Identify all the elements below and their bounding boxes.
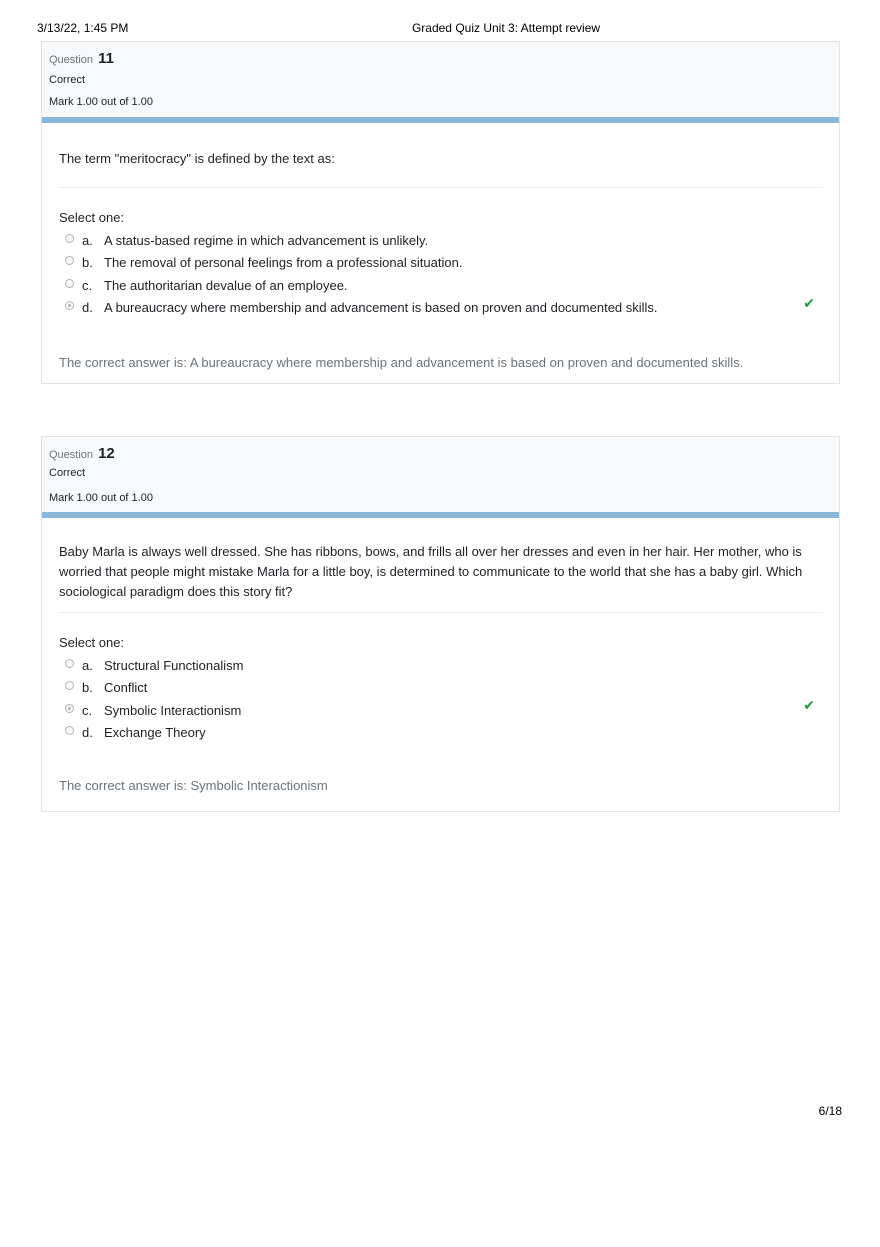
check-icon: ✔ xyxy=(803,697,815,713)
question-content xyxy=(42,123,839,370)
radio-button[interactable] xyxy=(65,279,74,288)
answer-text: A status-based regime in which advancement is unlikely. xyxy=(104,232,429,248)
answer-option-c[interactable] xyxy=(59,699,823,722)
answer-text: A bureaucracy where membership and advancement is based on proven and documented skills. xyxy=(104,300,658,316)
answer-letter: d. xyxy=(82,300,93,316)
question-text: The term "meritocracy" is defined by the text as: xyxy=(59,123,823,188)
question-12 xyxy=(41,436,840,812)
correct-answer-feedback: The correct answer is: Symbolic Interactionism xyxy=(59,778,328,793)
question-content xyxy=(42,518,839,793)
answer-text: Symbolic Interactionism xyxy=(104,702,242,718)
question-text: Baby Marla is always well dressed. She has ribbons, bows, and frills all over her dresses and even in her hair. Her mother, who is worried that people might mistake Marla for a little boy, is determined to communicate to the world that she has a baby girl. Which sociological paradigm does this story fit? xyxy=(59,518,823,613)
answer-option-a[interactable] xyxy=(59,229,823,252)
radio-button[interactable] xyxy=(65,256,74,265)
radio-button-selected[interactable] xyxy=(65,704,74,713)
answer-letter: d. xyxy=(82,725,93,741)
answer-text: The removal of personal feelings from a professional situation. xyxy=(104,255,463,271)
answer-text: Exchange Theory xyxy=(104,725,206,741)
answer-text: Structural Functionalism xyxy=(104,657,244,673)
correct-answer-feedback: The correct answer is: A bureaucracy where membership and advancement is based on proven and documented skills. xyxy=(59,355,744,370)
question-label: Question xyxy=(49,449,94,461)
answer-letter: c. xyxy=(82,702,93,718)
radio-button-selected[interactable] xyxy=(65,301,74,310)
question-number xyxy=(49,50,114,67)
select-one-prompt: Select one: xyxy=(59,210,125,225)
answer-option-d[interactable] xyxy=(59,294,823,320)
answer-option-b[interactable] xyxy=(59,252,823,275)
answer-text: Conflict xyxy=(104,680,148,696)
question-11 xyxy=(41,41,840,384)
question-state: Correct xyxy=(49,74,86,86)
answer-text: The authoritarian devalue of an employee. xyxy=(104,277,348,293)
answer-letter: b. xyxy=(82,680,93,696)
question-number-value: 12 xyxy=(98,445,115,462)
check-icon: ✔ xyxy=(803,294,815,311)
answer-option-b[interactable] xyxy=(59,677,823,700)
answer-option-d[interactable] xyxy=(59,722,823,745)
radio-button[interactable] xyxy=(65,659,74,668)
question-info xyxy=(42,42,839,123)
question-number-value: 11 xyxy=(98,50,114,67)
radio-button[interactable] xyxy=(65,726,74,735)
select-one-prompt: Select one: xyxy=(59,635,125,650)
question-state: Correct xyxy=(49,467,86,479)
answer-letter: a. xyxy=(82,657,93,673)
print-datetime: 3/13/22, 1:45 PM xyxy=(37,21,129,35)
question-grade: Mark 1.00 out of 1.00 xyxy=(49,96,153,108)
answer-option-c[interactable] xyxy=(59,274,823,297)
question-label: Question xyxy=(49,54,94,66)
question-number xyxy=(49,445,115,462)
print-title: Graded Quiz Unit 3: Attempt review xyxy=(411,21,601,35)
question-info xyxy=(42,437,839,518)
answer-letter: c. xyxy=(82,277,93,293)
answer-letter: b. xyxy=(82,255,93,271)
question-grade: Mark 1.00 out of 1.00 xyxy=(49,492,153,504)
answer-option-a[interactable] xyxy=(59,654,823,677)
page-number: 6/18 xyxy=(818,1104,842,1118)
radio-button[interactable] xyxy=(65,234,74,243)
answer-letter: a. xyxy=(82,232,93,248)
radio-button[interactable] xyxy=(65,681,74,690)
